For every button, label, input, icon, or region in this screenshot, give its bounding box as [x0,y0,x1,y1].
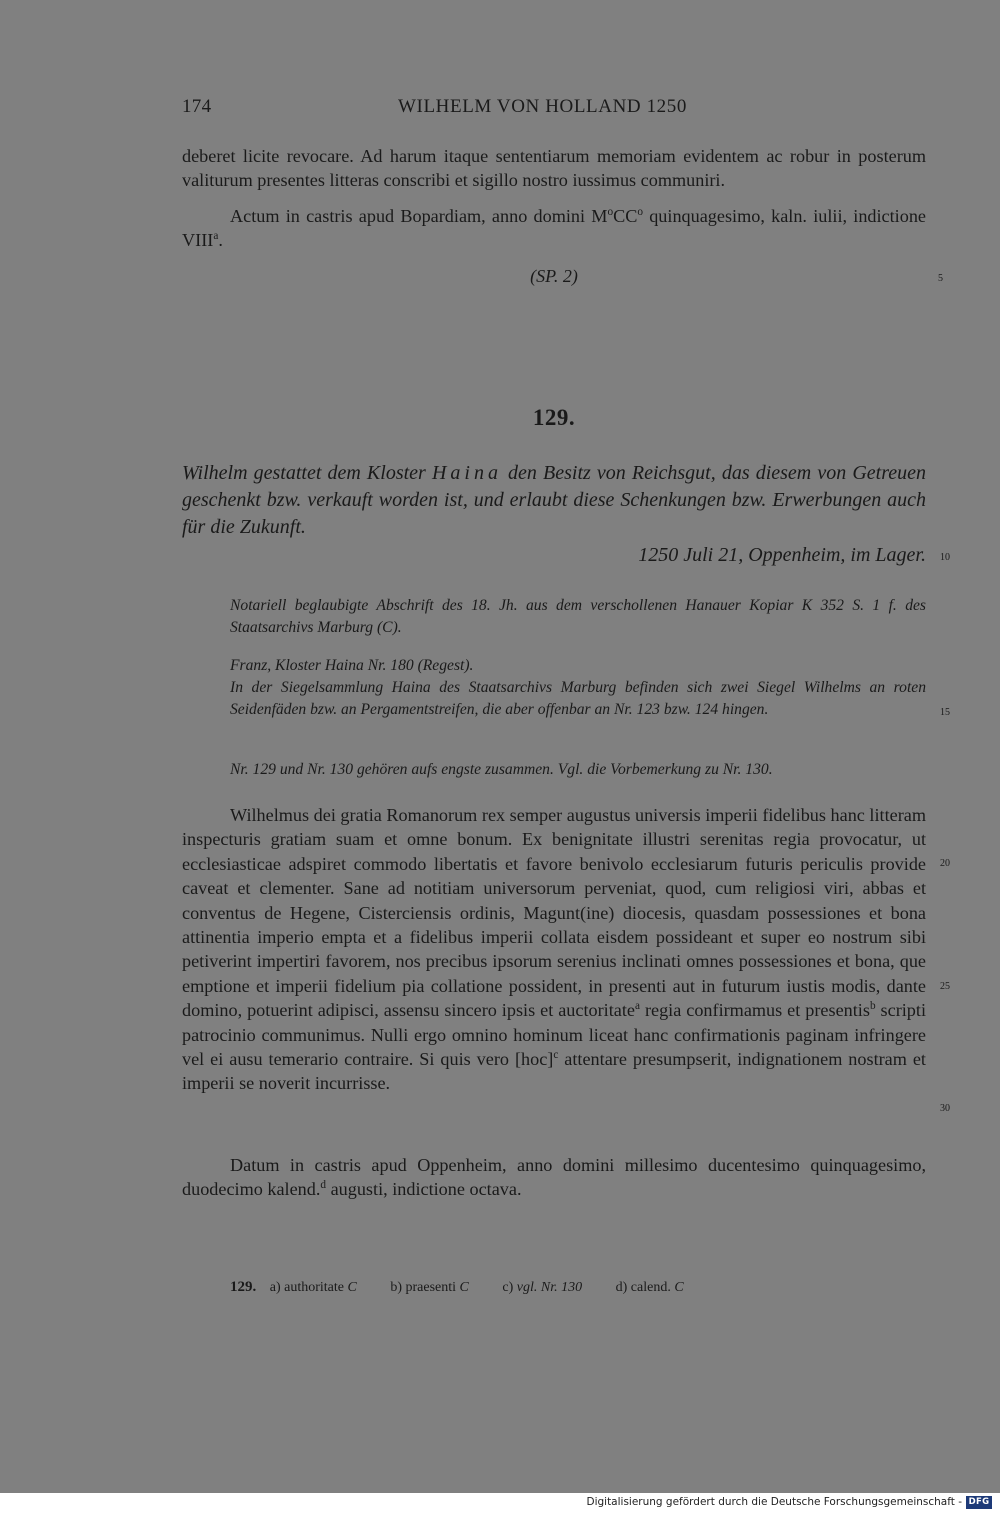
footnote-apparatus [230,1279,714,1296]
footnote-d-text: d) calend. [615,1280,675,1295]
footnote-d-source: C [674,1280,684,1295]
footnote-c [502,1280,582,1295]
footnote-a-text: a) authoritate [269,1280,348,1295]
note-relation: Nr. 129 und Nr. 130 gehören aufs engste zusammen. Vgl. die Vorbemerkung zu Nr. 130. [230,761,773,778]
line-number-15: 15 [940,707,950,718]
footnote-marker-b: b [869,1000,876,1013]
actum-text-1: Actum in castris apud Bopardiam, anno domini M [230,206,608,226]
footnote-b [390,1280,469,1295]
regest-text-2: den Besitz von Reichsgut, das diesem von Getreuen geschenkt bzw. verkauft worden ist, und erlaubt diese Schenkungen bzw. Erwerbungen auch für die Zukunft. [182,462,927,538]
note-seals: In der Siegelsammlung Haina des Staatsarchivs Marburg befinden sich zwei Siegel Wilhelms an roten Seidenfäden bzw. an Pergamentstreifen, die aber offenbar an Nr. 123 bzw. 124 hingen. [230,679,926,718]
footnote-a-source: C [347,1280,357,1295]
charter-text [182,803,926,1096]
actum-text-4: . [218,230,223,251]
datum-text-1: Datum in castris apud Oppenheim, anno domini millesimo ducentesimo quinquagesimo, duodecimo kalend. [182,1155,926,1200]
charter-text-2: regia confirmamus et presentis [639,1000,870,1021]
continuation-text: deberet licite revocare. Ad harum itaque sententiarum memoriam evidentem ac robur in posterum valiturum presentes litteras conscribi et sigillo nostro iussimus communiri. [182,146,926,191]
charter-text-1: Wilhelmus dei gratia Romanorum rex semper augustus universis imperii fidelibus hanc litteram inspecturis gratiam suam et omne bonum. Ex benignitate illustri serenitas regia provocatur, ut ecclesiasticae adspiret commodo libertatis et favore benivolo ecclesiarum futuris periculis provide caveat et clementer. Sane ad notitiam universorum perveniat, quod, cum religiosi viri, abbas et conventus de Hegene, Cisterciensis ordinis, Magunt(ine) diocesis, quasdam possessiones et bona attinentia imperio empta et a fidelibus imperii collata eisdem possideant et super eo nostrum sibi petiverint impertiri favorem, nos precibus ipsorum serenius inclinati omnes possessiones et bona, que emptione et imperii fidelium pia collatione possident, in presenti aut in futurum iustis modis, dante domino, potuerint adipisci, assensu sincero ipsis et auctoritate [182,805,926,1021]
dateline: 1250 Juli 21, Oppenheim, im Lager. [638,544,926,566]
footnote-marker-d: d [320,1179,327,1192]
datum-paragraph [182,1153,926,1202]
document-number: 129. [532,405,576,430]
actum-paragraph [182,204,926,253]
dfg-logo: DFG [966,1496,992,1509]
continuation-paragraph [182,144,926,193]
credit-bar [0,1493,1000,1513]
line-number-10: 10 [940,552,950,563]
footnote-marker-a: a [634,1000,640,1013]
regest [182,460,926,541]
line-number-25: 25 [940,981,950,992]
regest-text-1: Wilhelm gestattet dem Kloster [182,462,432,484]
running-title: WILHELM VON HOLLAND 1250 [398,96,687,117]
actum-footnote-marker: a [213,230,219,243]
footnote-c-text: vgl. Nr. 130 [516,1280,583,1295]
charter-text-4: attentare presumpserit, indignationem nostram et imperii se noverit incurrisse. [182,1049,926,1094]
actum-text-3: quinquagesimo, kaln. iulii, indictione VIII [182,206,926,251]
line-number-20: 20 [940,858,950,869]
funding-credit: Digitalisierung gefördert durch die Deutsche Forschungsgemeinschaft - [586,1496,962,1508]
page-number: 174 [182,96,212,117]
running-head [182,96,926,124]
footnote-c-label: c) [502,1280,517,1295]
footnote-d [616,1280,684,1295]
actum-sup-1: o [607,205,614,218]
footnote-marker-c: c [553,1049,559,1061]
footnote-a [270,1280,357,1295]
actum-text-2: CC [613,206,638,226]
footnote-b-text: b) praesenti [390,1280,460,1295]
seal-note: (SP. 2) [530,266,578,286]
footnote-head: 129. [230,1279,257,1295]
datum-text-2: augusti, indictione octava. [326,1179,522,1200]
line-number-30: 30 [940,1103,950,1114]
footnote-b-source: C [459,1280,469,1295]
note-edition: Franz, Kloster Haina Nr. 180 (Regest). [230,657,474,674]
note-transmission: Notariell beglaubigte Abschrift des 18. Jh. aus dem verschollenen Hanauer Kopiar K 352 S. 1 f. des Staatsarchivs Marburg (C). [230,597,926,636]
line-number-5: 5 [938,273,943,284]
actum-sup-2: o [637,205,643,218]
charter-text-3: scripti patrocinio communimus. Nulli ergo omnino hominum liceat hanc confirmationis paginam infringere vel ei ausu temerario contraire. Si quis vero [hoc] [182,1000,927,1070]
regest-place-name: Haina [431,462,502,484]
